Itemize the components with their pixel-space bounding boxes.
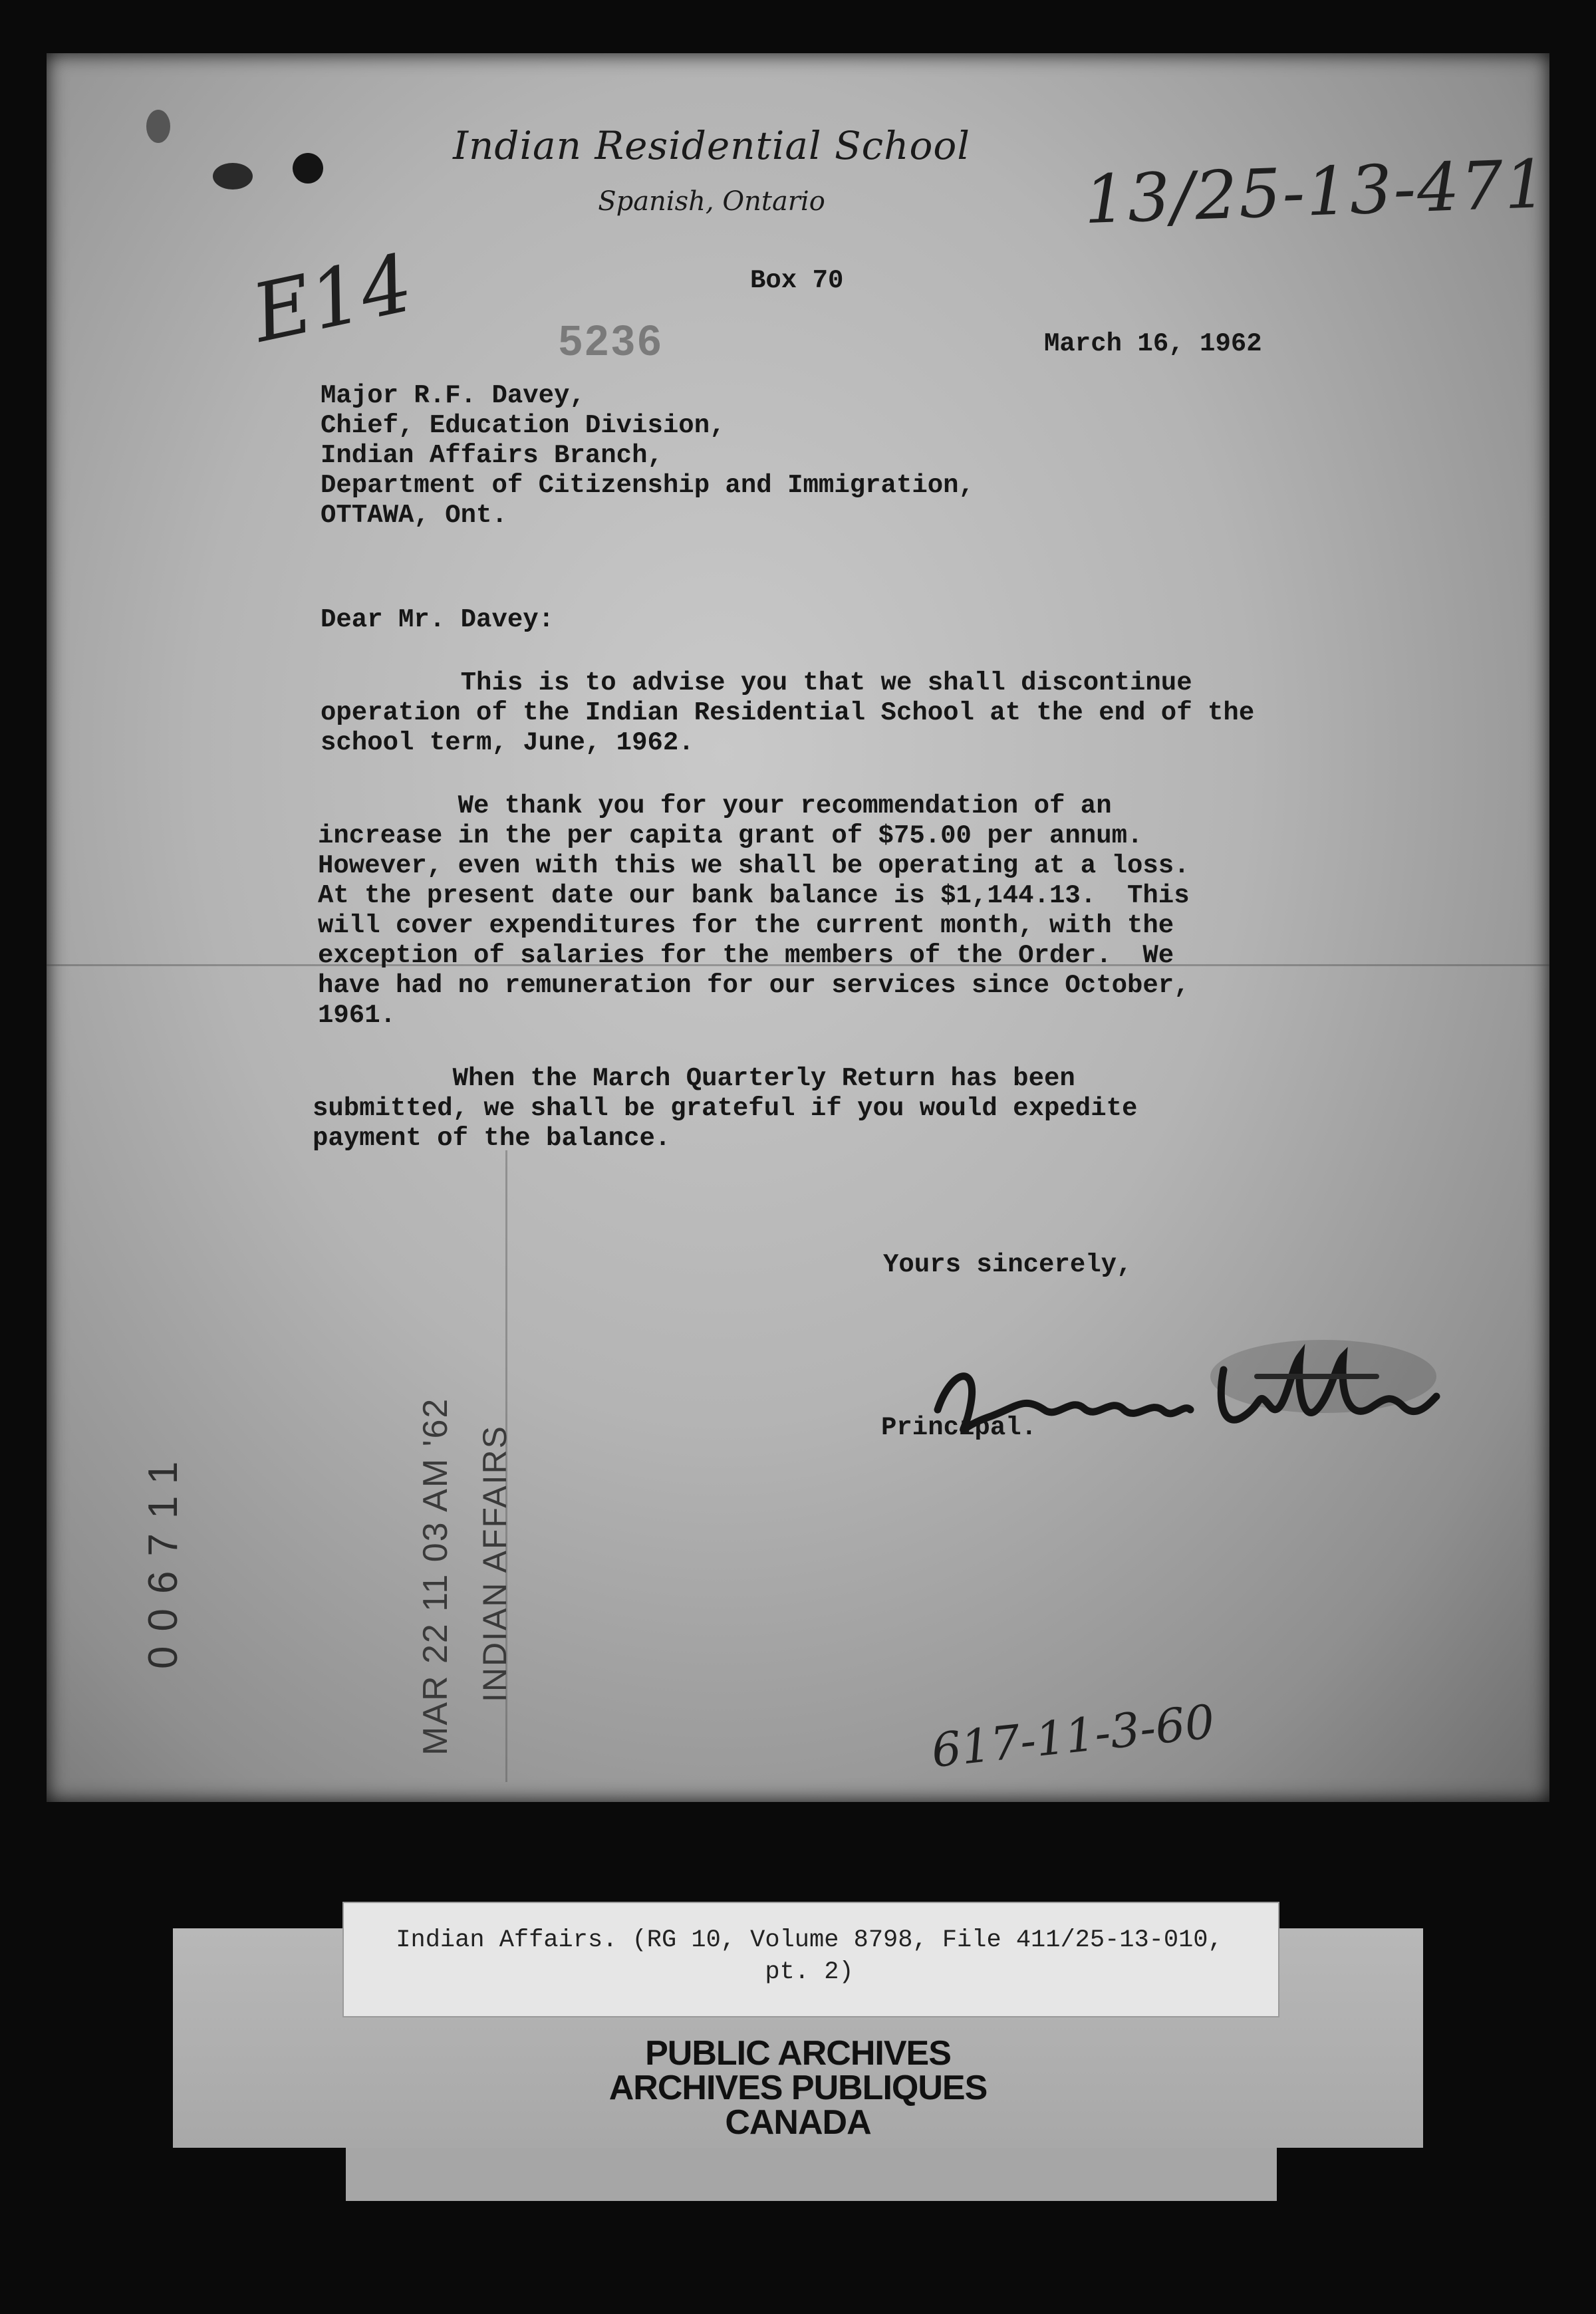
body-line: operation of the Indian Residential School at the end of the	[321, 698, 1255, 727]
letterhead-place: Spanish, Ontario	[598, 186, 825, 217]
recipient-line: OTTAWA, Ont.	[321, 501, 507, 530]
body-line: We thank you for your recommendation of an	[318, 791, 1112, 821]
body-line: When the March Quarterly Return has been	[313, 1064, 1075, 1093]
body-line: 1961.	[318, 1001, 396, 1030]
received-stamp-date: MAR 22 11 03 AM '62	[416, 1397, 455, 1755]
letter-sheet	[47, 53, 1549, 1802]
citation-line: Indian Affairs. (RG 10, Volume 8798, File 411/25-13-010,	[396, 1926, 1223, 1954]
handwritten-mark: E14	[245, 237, 421, 361]
body-line: have had no remuneration for our services since October,	[318, 971, 1190, 1000]
recipient-line: Major R.F. Davey,	[321, 381, 585, 410]
body-line: This is to advise you that we shall discontinue	[321, 668, 1192, 698]
archive-label-line: ARCHIVES PUBLIQUES	[608, 2069, 988, 2107]
body-line: will cover expenditures for the current month, with the	[318, 911, 1174, 940]
recipient-line: Chief, Education Division,	[321, 411, 726, 440]
box-label: Box 70	[750, 266, 844, 295]
recipient-line: Department of Citizenship and Immigration,	[321, 471, 974, 500]
handwritten-bottom-note: 617-11-3-60	[928, 1694, 1218, 1779]
salutation: Dear Mr. Davey:	[321, 605, 555, 634]
archive-label-line: PUBLIC ARCHIVES	[645, 2034, 951, 2073]
body-line: school term, June, 1962.	[321, 728, 694, 757]
letterhead-title: Indian Residential School	[453, 123, 970, 168]
body-line: exception of salaries for the members of the Order. We	[318, 941, 1174, 970]
faint-stamp-number: 5236	[559, 317, 664, 364]
closing: Yours sincerely,	[883, 1250, 1132, 1279]
body-line: However, even with this we shall be operating at a loss.	[318, 851, 1190, 880]
citation-slip	[342, 1902, 1279, 2017]
citation-text	[357, 1924, 1262, 1988]
body-line: payment of the balance.	[313, 1124, 671, 1153]
received-stamp-department: INDIAN AFFAIRS	[476, 1425, 513, 1702]
letter-date: March 16, 1962	[1044, 329, 1262, 358]
archive-label-line: CANADA	[725, 2103, 871, 2142]
recipient-line: Indian Affairs Branch,	[321, 441, 663, 470]
body-line: At the present date our bank balance is $1,144.13. This	[318, 881, 1190, 910]
received-stamp-number: 006711	[140, 1446, 186, 1669]
citation-line: pt. 2)	[765, 1958, 854, 1986]
handwritten-file-reference: 13/25-13-471	[1083, 144, 1549, 239]
body-line: increase in the per capita grant of $75.00 per annum.	[318, 821, 1143, 850]
body-line: submitted, we shall be grateful if you would expedite	[313, 1094, 1138, 1123]
archive-card-strip	[346, 2148, 1277, 2201]
signer-title: Principal.	[881, 1413, 1037, 1442]
ink-blot	[146, 110, 170, 143]
